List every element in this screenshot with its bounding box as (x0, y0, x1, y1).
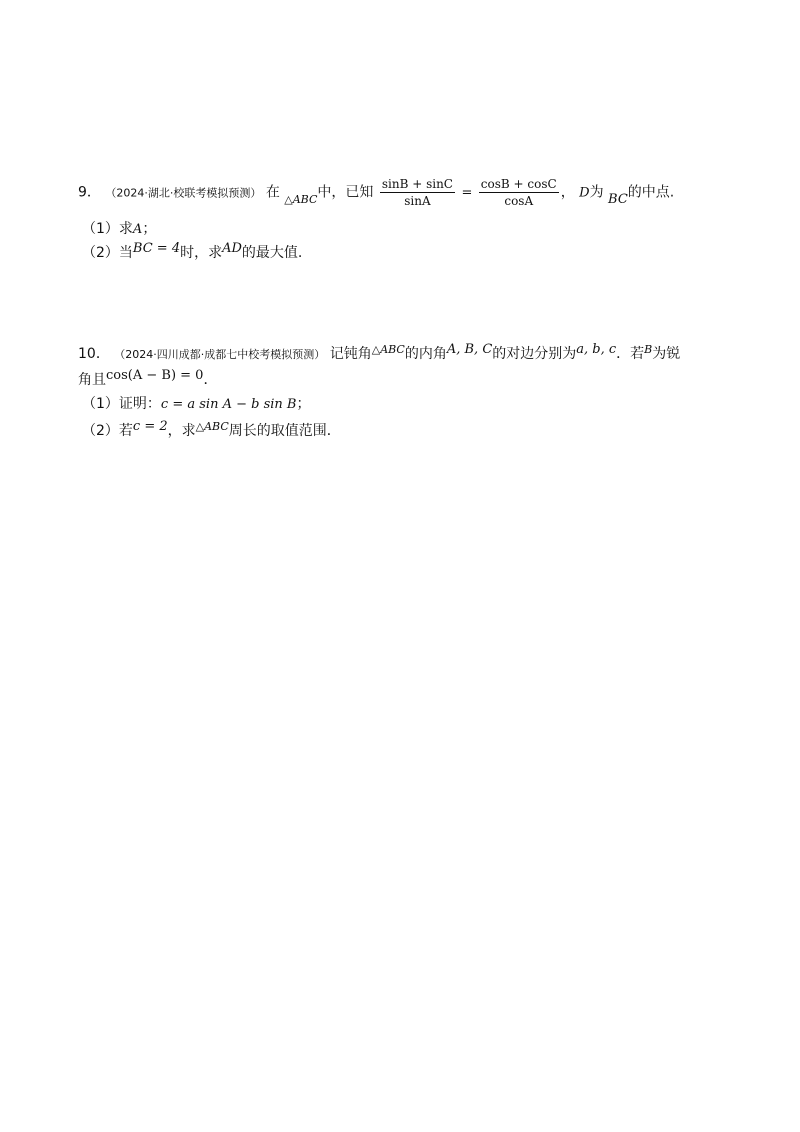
q10-part2-label: （2）若 (82, 423, 133, 439)
q10-angles: A, B, C (446, 342, 493, 357)
q10-stem-line-1 (78, 344, 680, 365)
q10-source: （2024·四川成都·成都七中校考模拟预测） (114, 348, 326, 361)
q10-text-7: ． (203, 372, 218, 388)
q10-text-4: ．若 (616, 346, 645, 362)
q9-part-1 (82, 219, 156, 240)
q10-part1-end: ； (296, 396, 311, 412)
q9-equals: = (461, 185, 473, 201)
q9-frac1-numerator: sinB + sinC (381, 177, 453, 191)
q9-text-1: 在 (265, 184, 280, 201)
q9-segment-bc: BC (608, 191, 628, 207)
q9-text-3: ， (560, 184, 575, 201)
q10-number: 10． (78, 346, 110, 362)
q10-part2-mid: ，求 (167, 423, 196, 439)
q9-number: 9． (78, 184, 101, 201)
q9-part1-var: A (132, 222, 143, 237)
q9-source: （2024·湖北·校联考模拟预测） (105, 186, 262, 200)
q9-text-2: 中，已知 (317, 184, 374, 201)
q10-part2-end: 周长的取值范围． (228, 423, 341, 439)
q10-part1-label: （1）证明： (82, 396, 161, 412)
q10-text-6: 角且 (78, 372, 106, 388)
q9-part1-end: ； (142, 221, 157, 237)
q9-part2-condition: BC = 4 (132, 241, 181, 256)
q10-part-2 (82, 421, 341, 442)
q10-text-2: 的内角 (404, 346, 447, 362)
q9-frac2-denominator: cosA (504, 194, 534, 208)
q10-part-1 (82, 394, 310, 415)
q10-angle-b: B (644, 343, 653, 356)
q10-text-3: 的对边分别为 (492, 346, 577, 362)
q10-text-5: 为锐 (652, 346, 681, 362)
q9-part1-label: （1）求 (82, 221, 133, 237)
q9-part-2 (82, 243, 302, 264)
q9-text-5: 的中点. (627, 184, 675, 201)
q10-stem-line-2 (78, 370, 217, 391)
q10-condition: cos(A − B) = 0 (106, 368, 204, 383)
q10-sides: a, b, c (576, 342, 617, 357)
q9-part2-label: （2）当 (82, 245, 133, 261)
q10-triangle: △ABC (371, 343, 405, 356)
q10-text-1: 记钝角 (329, 346, 372, 362)
q9-part2-var: AD (222, 241, 242, 256)
q9-fraction-2 (479, 176, 559, 209)
q10-part2-triangle: △ABC (195, 420, 229, 433)
q9-part2-mid: 时，求 (180, 245, 223, 261)
q9-text-4: 为 (589, 184, 604, 201)
q9-triangle: △ABC (284, 192, 318, 206)
q9-frac1-denominator: sinA (404, 194, 431, 208)
q9-frac2-numerator: cosB + cosC (480, 177, 557, 191)
q9-stem (78, 176, 674, 209)
q10-part1-equation: c = a sin A − b sin B (160, 397, 297, 412)
q10-part2-condition: c = 2 (132, 419, 168, 434)
q9-part2-end: 的最大值. (241, 245, 303, 261)
q9-fraction-1 (380, 176, 455, 209)
q9-point-d: D (579, 185, 590, 201)
